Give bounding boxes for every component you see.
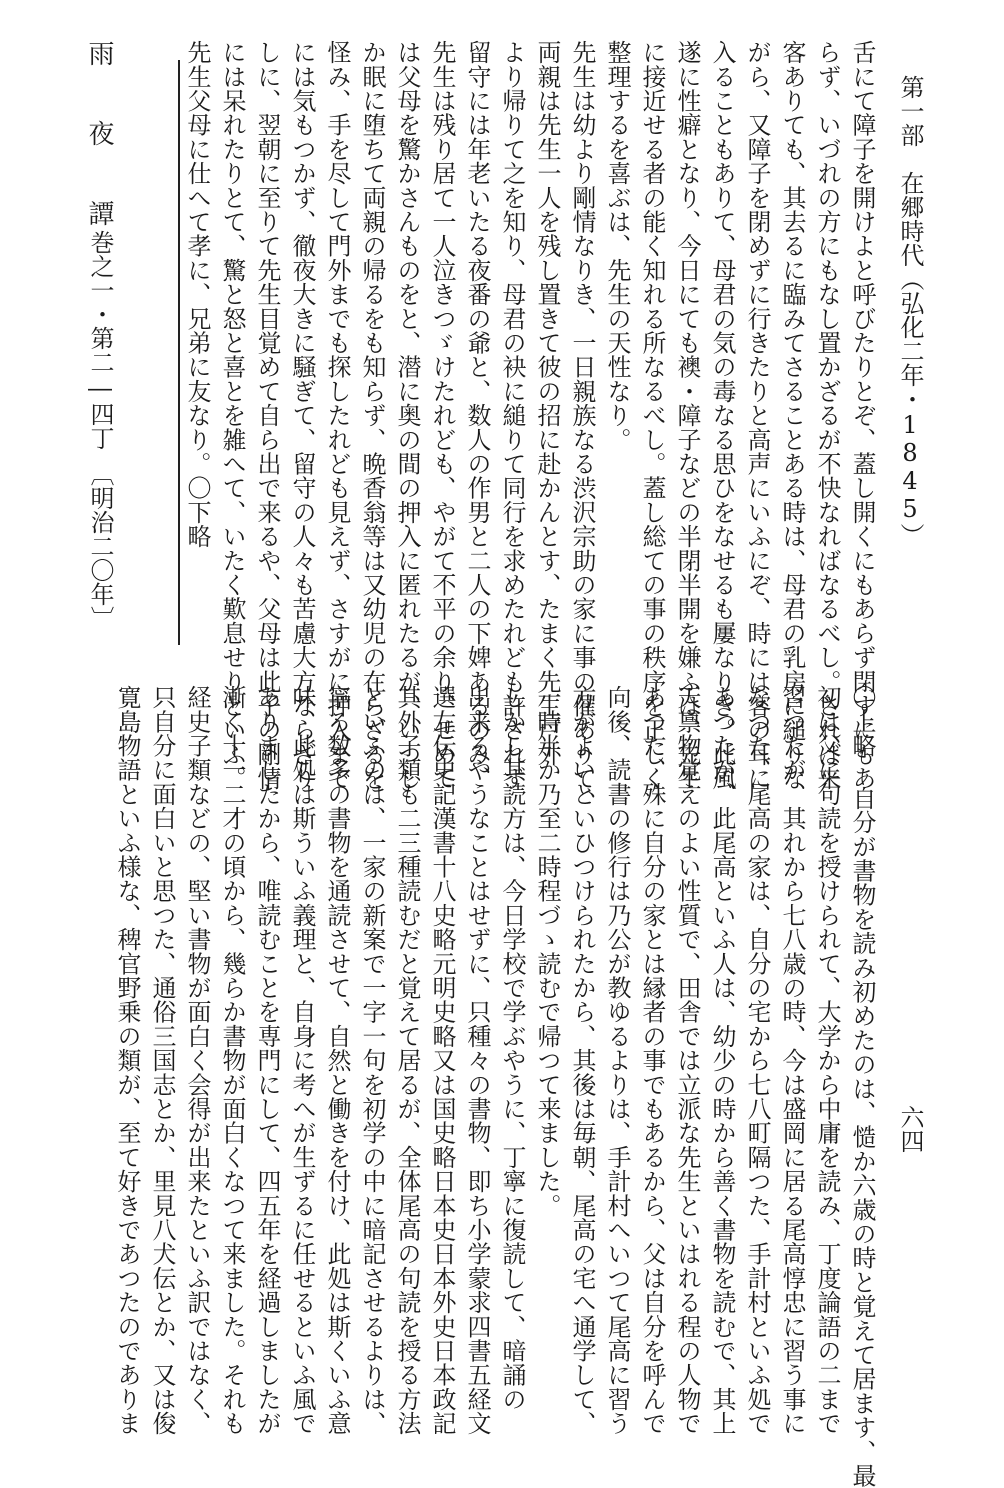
- upper-column: に接近せる者の能く知れる所なるべし。蓋し総ての事の秩序を正しく: [638, 40, 666, 791]
- upper-column: 客ありても、其去るに臨みてさることある時は、母君の乳房に縋りな: [778, 40, 806, 791]
- upper-column: より帰りて之を知り、母君の袂に縋りて同行を求めたれども許されず: [498, 40, 526, 791]
- source-title: 雨 夜 譚: [84, 40, 114, 240]
- lower-column: 漸く十一二才の頃から、幾らか書物が面白くなつて来ました。それも: [218, 685, 246, 1436]
- lower-column: 出来るやうなことはせずに、只種々の書物、即ち小学蒙求四書五経文: [463, 685, 491, 1436]
- lower-column: といふのは、一家の新案で一字一句を初学の中に暗記させるよりは、: [358, 685, 386, 1436]
- upper-column: 先生父母に仕へて孝に、兄弟に友なり。〇下略: [183, 40, 211, 549]
- lower-column: 寧ろ数多の書物を通読させて、自然と働きを付け、此処は斯くいふ意: [323, 685, 351, 1436]
- lower-column: あつたが、此尾高といふ人は、幼少の時から善く書物を読むで、其上: [708, 685, 736, 1436]
- lower-column: 選左伝史記漢書十八史略元明史略又は国史略日本史日本外史日本政記: [428, 685, 456, 1436]
- lower-column: あつた、殊に自分の家とは縁者の事でもあるから、父は自分を呼んで: [638, 685, 666, 1436]
- lower-column: 〇上略 自分が書物を読み初めたのは、慥か六歳の時と覚えて居ます、最: [848, 685, 876, 1488]
- upper-column: は父母を驚かさんものをと、潜に奥の間の押入に匿れたるが、いつし: [393, 40, 421, 791]
- lower-column: 習つたが、其れから七八歳の時、今は盛岡に居る尾高惇忠に習う事に: [778, 685, 806, 1436]
- lower-column: 一時半か乃至二時程づゝ読むで帰つて来ました。: [533, 685, 561, 1218]
- upper-column: 舌にて障子を開けよと呼びたりとぞ、蓋し開くにもあらず閉すにもあ: [848, 40, 876, 791]
- upper-column: 両親は先生一人を残し置きて彼の招に赴かんとす、たまく先生戸外: [533, 40, 561, 766]
- running-head: 第一部 在郷時代（弘化二年・1845）: [896, 75, 924, 547]
- lower-column: 寛島物語といふ様な、稗官野乗の類が、至て好きであつたのでありま: [113, 685, 141, 1436]
- upper-column: 先生は幼より剛情なりき、一日親族なる渋沢宗助の家に事の催ありて、: [568, 40, 596, 815]
- upper-column: には気もつかず、徹夜大きに騒ぎて、留守の人々も苦慮大方ならざり: [288, 40, 316, 791]
- lower-column: 天禀物覚えのよい性質で、田舎では立派な先生といはれる程の人物で: [673, 685, 701, 1436]
- upper-column: 入ることもありて、母君の気の毒なる思ひをなせるも屢なりき。此風: [708, 40, 736, 791]
- upper-column: には呆れたりとて、驚と怒と喜とを雑へて、いたく歎息せりといふ。: [218, 40, 246, 791]
- upper-column: しに、翌朝に至りて先生目覚めて自ら出で来るや、父母は此子の剛情: [253, 40, 281, 791]
- lower-column: なつた、尾高の家は、自分の宅から七八町隔つた、手計村といふ処で: [743, 685, 771, 1436]
- upper-column: 遂に性癖となり、今日にても襖・障子などの半閉半開を嫌ふは、先生: [673, 40, 701, 791]
- lower-column: ありましたから、唯読むことを専門にして、四五年を経過しましたが: [253, 685, 281, 1436]
- lower-column: 初は父に句読を授けられて、大学から中庸を読み、丁度論語の二まで: [813, 685, 841, 1436]
- page-number: 六四: [896, 1105, 924, 1153]
- source-rule: [178, 60, 180, 645]
- lower-column: 只自分に面白いと思つた、通俗三国志とか、里見八犬伝とか、又は俊: [148, 685, 176, 1436]
- upper-column: 留守には年老いたる夜番の爺と、数人の作男と二人の下婢あるのみ、: [463, 40, 491, 791]
- lower-column: 方がよいといひつけられたから、其後は毎朝、尾高の宅へ通学して、: [568, 685, 596, 1436]
- upper-column: がら、又障子を閉めずに行きたりと高声にいふにぞ、時には客の耳に: [743, 40, 771, 791]
- lower-column: 経史子類などの、堅い書物が面白く会得が出来たといふ訳ではなく、: [183, 685, 211, 1436]
- upper-column: 怪み、手を尽して門外までも探したれども見えず、さすがに押入まで: [323, 40, 351, 791]
- lower-column: 其外子類も二三種読むだと覚えて居るが、全体尾高の句読を授る方法: [393, 685, 421, 1436]
- upper-column: 先生は残り居て一人泣きつゞけたれども、やがて不平の余り、せめて: [428, 40, 456, 791]
- lower-column: 味、此処は斯ういふ義理と、自身に考へが生ずるに任せるといふ風で: [288, 685, 316, 1436]
- upper-column: 整理するを喜ぶは、先生の天性なり。: [603, 40, 631, 452]
- upper-column: らず、いづれの方にもなし置かざるが不快なればなるべし。されば来: [813, 40, 841, 791]
- upper-column: か眠に堕ちて両親の帰るをも知らず、晩香翁等は又幼児の在らざるを: [358, 40, 386, 791]
- lower-column: しかし其読方は、今日学校で学ぶやうに、丁寧に復読して、暗誦の: [498, 685, 526, 1411]
- source-reference: 巻之一・第二―四丁 〔明治二〇年〕: [86, 230, 114, 630]
- lower-column: 向後、読書の修行は乃公が教ゆるよりは、手計村へいつて尾高に習う: [603, 685, 631, 1436]
